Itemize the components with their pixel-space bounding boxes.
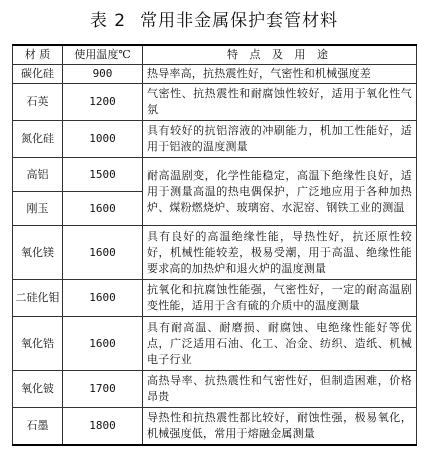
material-cell: 石墨	[13, 408, 63, 445]
table-row	[13, 371, 417, 408]
table-row	[13, 65, 417, 84]
material-cell: 二硅化钼	[13, 280, 63, 317]
temperature-cell: 1600	[63, 192, 143, 226]
table-row	[13, 280, 417, 317]
material-cell: 高铝	[13, 158, 63, 192]
temperature-cell: 1700	[63, 371, 143, 408]
table-row	[13, 408, 417, 445]
features-cell: 具有较好的抗铝溶液的冲刷能力，机加工性能好，适用于铝液的温度测量	[143, 121, 417, 158]
table-number: 表 2	[89, 11, 127, 31]
table-row	[13, 226, 417, 280]
material-cell: 石英	[13, 84, 63, 121]
table-title: 常用非金属保护套管材料	[140, 11, 339, 31]
table-row	[13, 121, 417, 158]
features-cell: 耐高温剧变，化学性能稳定，高温下绝缘性良好，适用于测量高温的热电偶保护，广泛地应用于各种加热炉、煤粉燃烧炉、玻璃窑、水泥窑、钢铁工业的测温	[143, 158, 417, 226]
temperature-cell: 1600	[63, 317, 143, 371]
temperature-cell: 1200	[63, 84, 143, 121]
features-cell: 热导率高，抗热震性好，气密性和机械强度差	[143, 65, 417, 84]
features-cell: 导热性和抗热震性都比较好，耐蚀性强，极易氧化，机械强度低，常用于熔融金属测量	[143, 408, 417, 445]
table-row	[13, 317, 417, 371]
features-cell: 气密性、抗热震性和耐腐蚀性较好，适用于氧化性气氛	[143, 84, 417, 121]
material-cell: 刚玉	[13, 192, 63, 226]
temperature-cell: 1600	[63, 280, 143, 317]
material-cell: 氮化硅	[13, 121, 63, 158]
features-cell: 抗氧化和抗腐蚀性能强，气密性好，一定的耐高温剧变性能，适用于含有硫的介质中的温度测量	[143, 280, 417, 317]
table-row	[13, 84, 417, 121]
temperature-cell: 1000	[63, 121, 143, 158]
header-features: 特 点 及 用 途	[143, 45, 417, 65]
temperature-cell: 1800	[63, 408, 143, 445]
temperature-cell: 900	[63, 65, 143, 84]
material-cell: 氧化铍	[13, 371, 63, 408]
header-material: 材 质	[13, 45, 63, 65]
features-cell: 具有耐高温、耐磨损、耐腐蚀、电绝缘性能好等优点，广泛适用石油、化工、冶金、纺织、造纸、机械电子行业	[143, 317, 417, 371]
material-cell: 碳化硅	[13, 65, 63, 84]
table-caption	[0, 6, 428, 31]
features-cell: 具有良好的高温绝缘性能，导热性好，抗还原性较好，机械性能较差，极易受潮，用于高温、绝缘性能要求高的加热炉和退火炉的温度测量	[143, 226, 417, 280]
table-row	[13, 158, 417, 192]
temperature-cell: 1500	[63, 158, 143, 192]
header-temperature: 使用温度℃	[63, 45, 143, 65]
material-cell: 氧化镁	[13, 226, 63, 280]
features-cell: 高热导率、抗热震性和气密性好，但制造困难，价格昂贵	[143, 371, 417, 408]
material-cell: 氧化锆	[13, 317, 63, 371]
table-header-row	[13, 45, 417, 65]
temperature-cell: 1600	[63, 226, 143, 280]
materials-table	[12, 44, 417, 446]
